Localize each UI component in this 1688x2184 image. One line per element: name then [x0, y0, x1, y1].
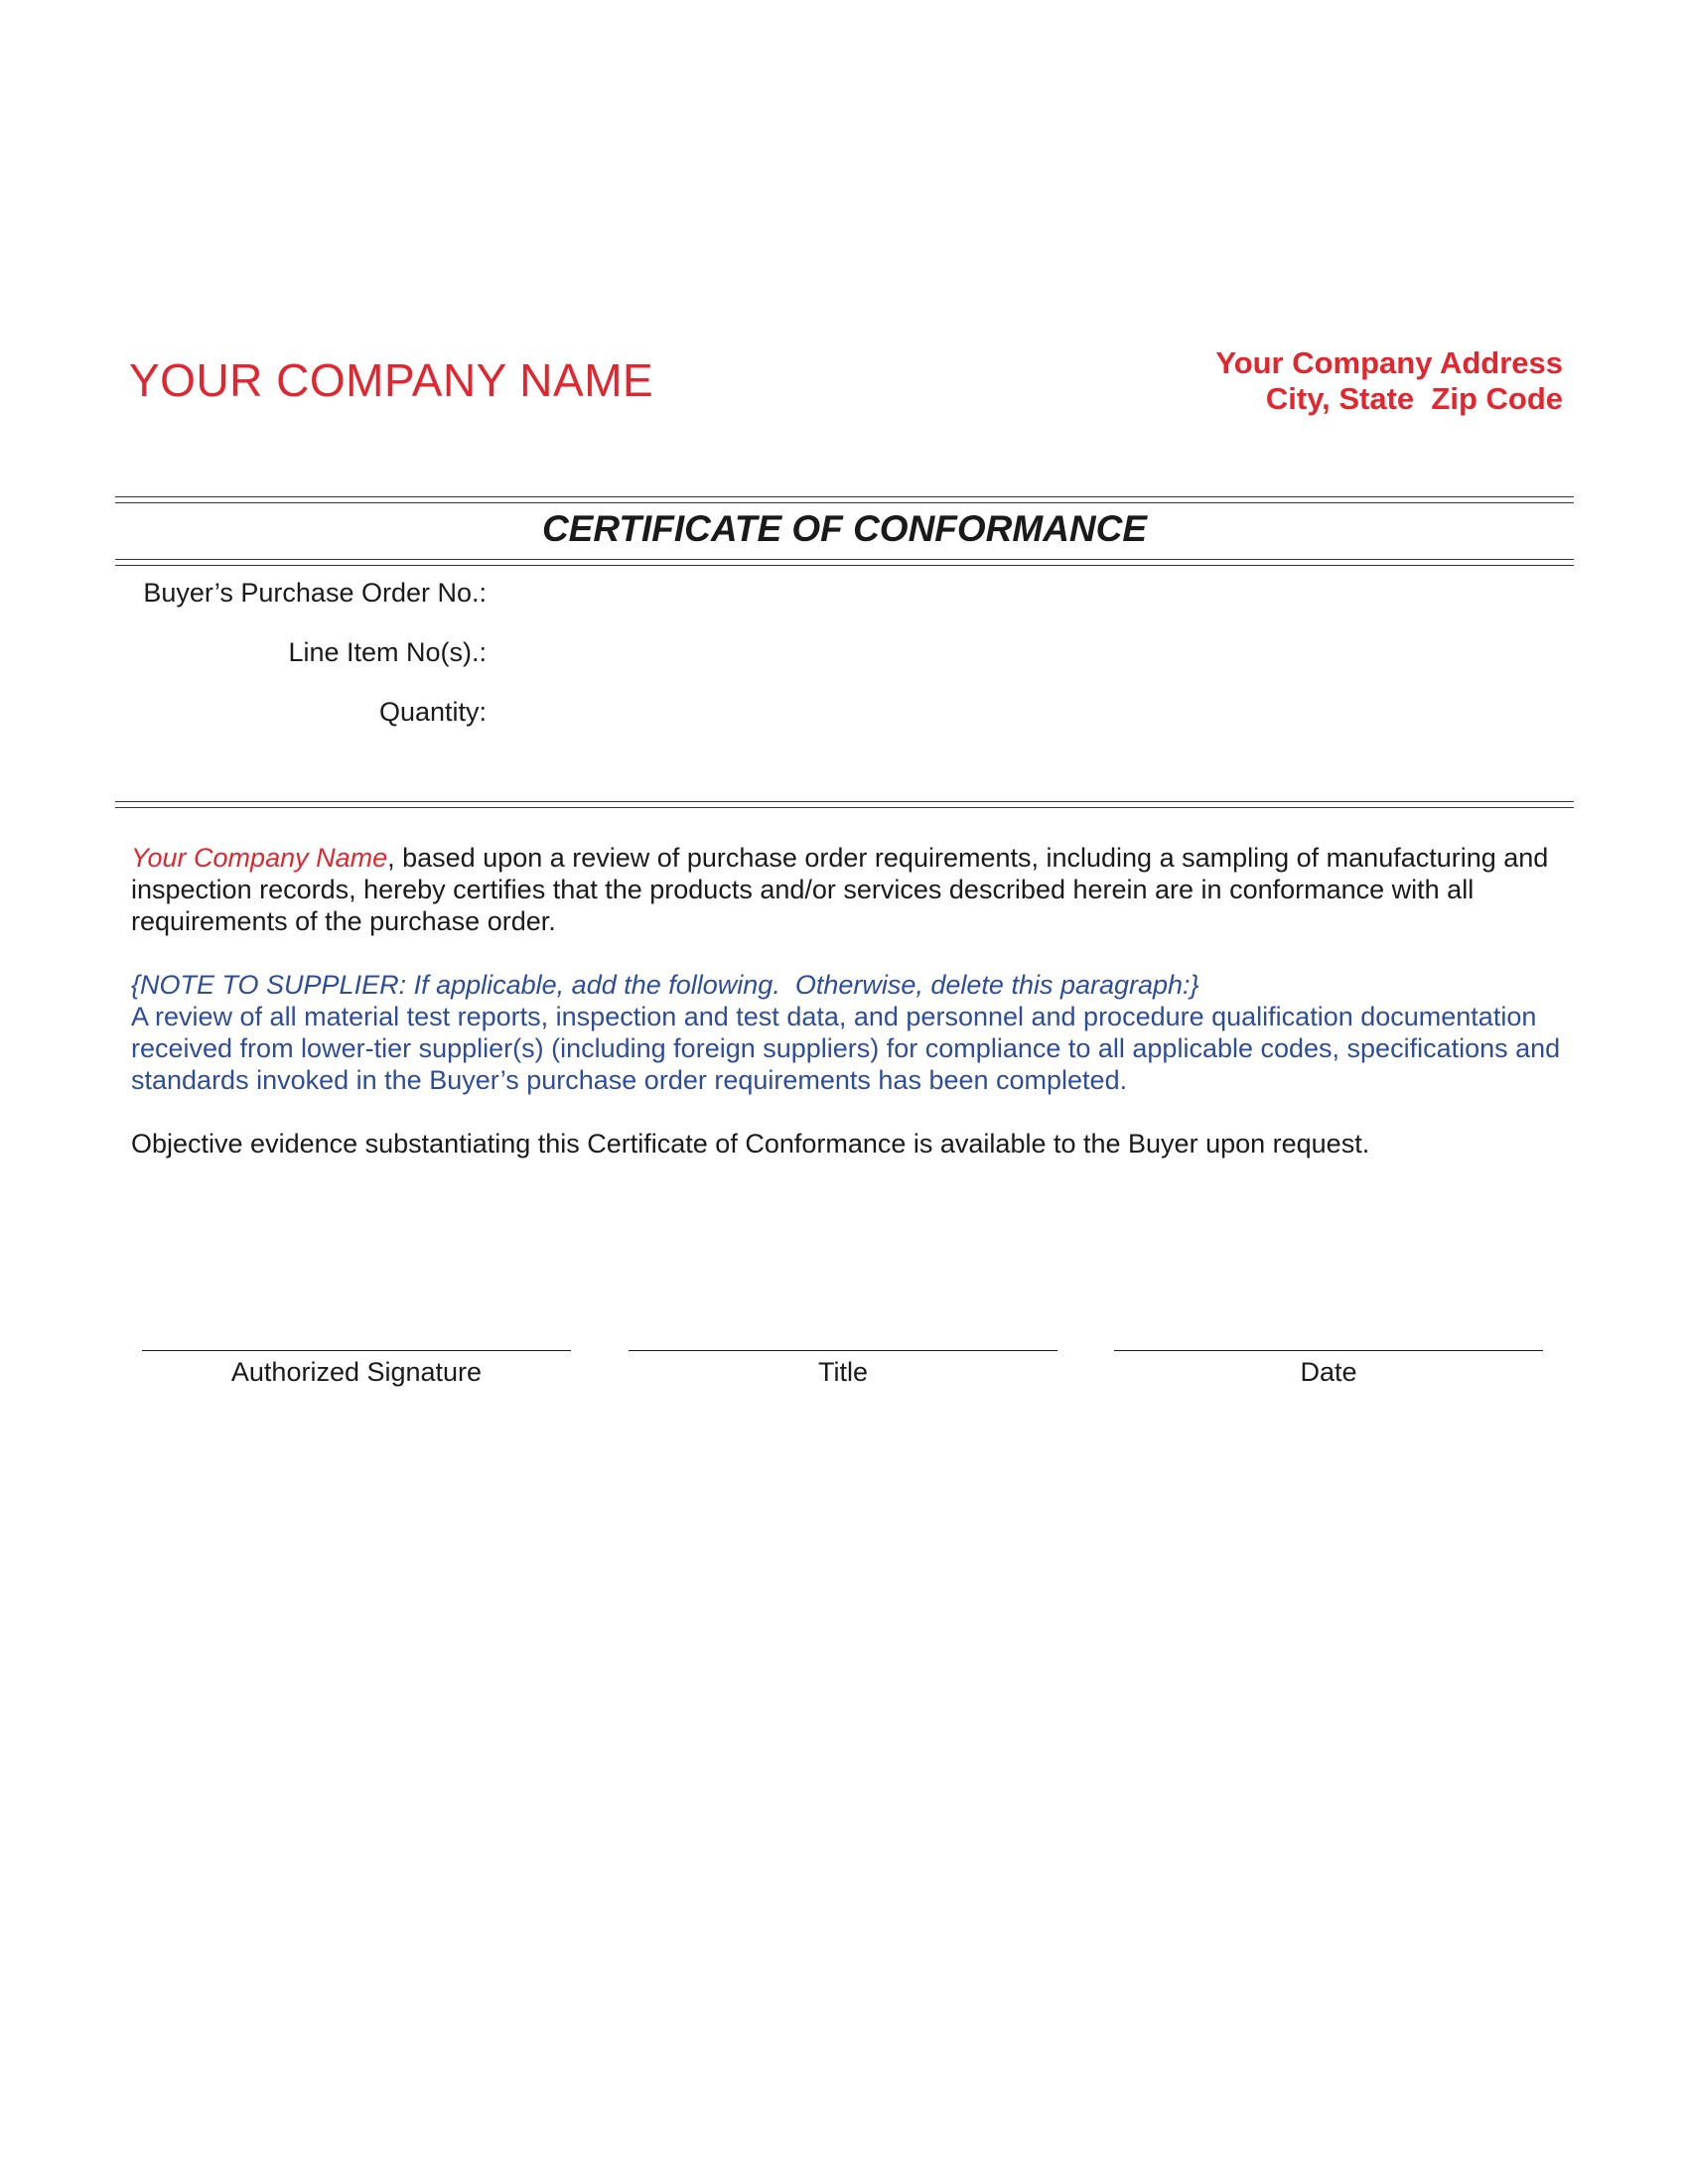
company-address — [1215, 345, 1563, 417]
note-heading: {NOTE TO SUPPLIER: If applicable, add the following. Otherwise, delete this paragraph:} — [131, 970, 1199, 1000]
authorized-signature-line[interactable] — [142, 1350, 571, 1351]
authorized-signature-label: Authorized Signature — [230, 1357, 483, 1387]
company-name: YOUR COMPANY NAME — [129, 354, 654, 406]
line-item-label: Line Item No(s).: — [288, 637, 487, 667]
document-title: CERTIFICATE OF CONFORMANCE — [541, 508, 1148, 549]
signature-block-authorized — [142, 1350, 571, 1388]
address-line-1: Your Company Address — [1215, 345, 1563, 380]
section-rule — [115, 801, 1574, 808]
quantity-label: Quantity: — [378, 697, 487, 727]
date-signature-line[interactable] — [1114, 1350, 1543, 1351]
supplier-note — [131, 969, 1571, 1096]
signature-block-title — [629, 1350, 1057, 1388]
title-signature-label: Title — [817, 1357, 868, 1387]
address-line-2: City, State Zip Code — [1265, 381, 1563, 416]
company-name-reference: Your Company Name — [131, 843, 388, 873]
certification-text: , based upon a review of purchase order requirements, including a sampling of manufacturing and inspection records, hereby certifies that the products and/or services described herein are in conformance with all requirements of the purchase order. — [131, 843, 1549, 936]
signature-block-date — [1114, 1350, 1543, 1388]
evidence-paragraph: Objective evidence substantiating this Certificate of Conformance is available to the Buyer upon request. — [131, 1129, 1370, 1159]
purchase-order-label: Buyer’s Purchase Order No.: — [143, 578, 487, 608]
title-rule-bottom — [115, 559, 1574, 566]
note-text: A review of all material test reports, inspection and test data, and personnel and procedure qualification documentation received from lower-tier supplier(s) (including foreign suppliers) for compliance to all applicable codes, specifications and standards invoked in the Buyer’s purchase order requirements has been completed. — [131, 1002, 1561, 1095]
certification-paragraph — [131, 842, 1571, 937]
title-rule-top — [115, 496, 1574, 503]
date-signature-label: Date — [1300, 1357, 1357, 1387]
title-signature-line[interactable] — [629, 1350, 1057, 1351]
